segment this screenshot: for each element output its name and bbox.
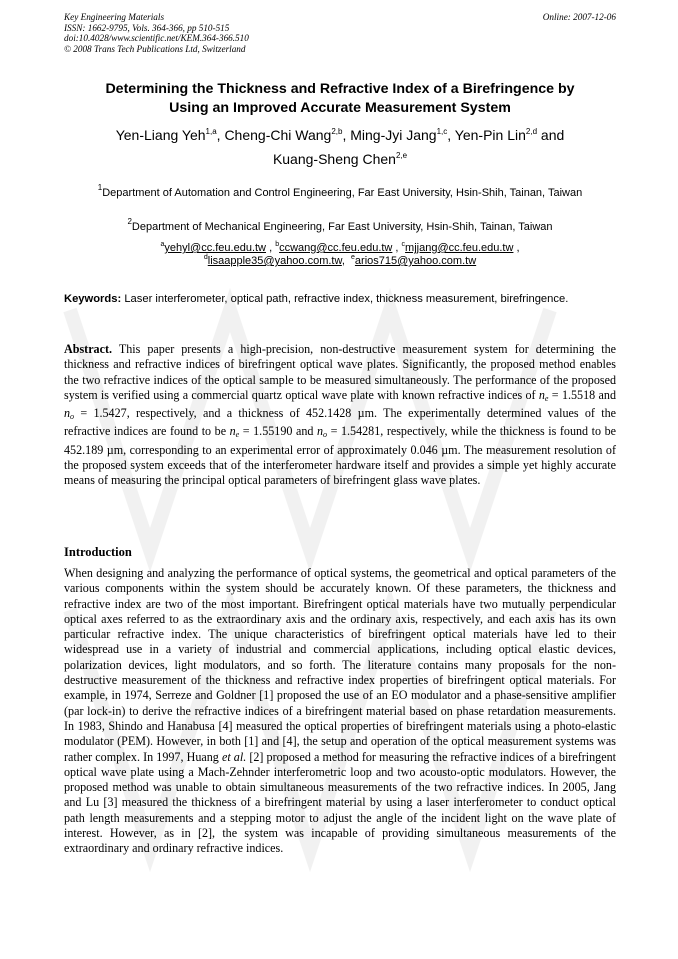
affiliation-text: Department of Mechanical Engineering, Far East University, Hsin-Shih, Tainan, Taiwan [131, 221, 553, 233]
email-sup: b [275, 241, 280, 248]
abstract-and: and [295, 424, 314, 439]
title-line-2: Using an Improved Accurate Measurement System [169, 100, 511, 116]
abstract-text: , respectively, while the thickness is found to be 452.189 µm, corresponding to an experimental error of approximately 0.046 µm. The measurement resolution of the proposed system exceeds that of the interferometer hardware itself and provides a simple yet highly accurate means of measuring the principal optical parameters of birefringent glass wave plates. [64, 424, 617, 488]
author-name: Ming-Jyi Jang [350, 127, 437, 143]
email-link[interactable]: yehyl@cc.feu.edu.tw [164, 242, 267, 254]
author-separator: and [537, 127, 565, 143]
section-heading-introduction: Introduction [64, 545, 132, 559]
keywords [64, 292, 616, 306]
no-symbol: $n_o$ [64, 406, 75, 422]
online-date: Online: 2007-12-06 [542, 12, 616, 22]
author-name: Kuang-Sheng Chen [272, 151, 396, 167]
abstract-and: and [598, 387, 616, 402]
paper-title [64, 80, 616, 118]
email-link[interactable]: ccwang@cc.feu.edu.tw [279, 242, 393, 254]
author-list [64, 123, 616, 171]
affiliation-1 [74, 183, 606, 200]
journal-copyright: © 2008 Trans Tech Publications Ltd, Switzerland [64, 43, 246, 54]
ne-symbol: $n_e$ [229, 424, 240, 440]
email-sup: a [160, 241, 165, 248]
ne-measured-value: 1.55190 [253, 424, 293, 439]
journal-doi: doi:10.4028/www.scientific.net/KEM.364-366.510 [64, 33, 249, 44]
email-link[interactable]: lisaapple35@yahoo.com.tw [207, 255, 342, 267]
author-separator: , [447, 127, 455, 143]
introduction-text [64, 566, 616, 857]
title-line-1: Determining the Thickness and Refractive Index of a Birefringence by [105, 81, 575, 97]
author-name: Cheng-Chi Wang [224, 127, 332, 143]
email-list: $^a$yehyl@cc.feu.edu.tw , $^b$ccwang@cc.feu.edu.tw , $^c$mjjang@cc.feu.edu.tw , $^d$lisaapple35@yahoo.com.tw, $^e$arios715@yahoo.com.tw [160, 241, 520, 267]
affiliation-2 [74, 217, 606, 234]
author-sup: 2,b [331, 127, 343, 136]
author-sup: 1,a [205, 127, 217, 136]
email-link[interactable]: mjjang@cc.feu.edu.tw [405, 242, 514, 254]
affiliation-sup: 1 [97, 183, 103, 192]
ne-known-value: 1.5518 [561, 387, 596, 402]
email-sup: d [203, 254, 208, 261]
author-sup: 1,c [436, 127, 448, 136]
et-al: et al. [221, 749, 247, 764]
journal-header [64, 12, 616, 54]
affiliation-sup: 2 [127, 217, 132, 226]
email-sup: c [401, 241, 406, 248]
abstract: Abstract. This paper presents a high-precision, non-destructive measurement system for determining the thickness and refractive indices of birefringent optical wave plates. Significantly, the proposed method enables the two refractive indices of the optical sample to be measured simultaneously. The performance of the proposed system is verified using a commercial quartz optical wave plate with known refractive indices of $n_e = 1.5518$ and $n_o = 1.5427$, respectively, and a thickness of 452.1428 µm. The experimentally determined values of the refractive indices are found to be $n_e = 1.55190$ and $n_o = 1.54281$, respectively, while the thickness is found to be 452.189 µm, corresponding to an experimental error of approximately 0.046 µm. The measurement resolution of the proposed system exceeds that of the interferometer hardware itself and provides a simple yet highly accurate means of measuring the principal optical parameters of birefringent glass wave plates. [64, 342, 617, 488]
journal-name: Key Engineering Materials [64, 12, 165, 22]
author-name: Yen-Liang Yeh [115, 127, 206, 143]
abstract-text: This paper presents a high-precision, non-destructive measurement system for determining the thickness and refractive indices of birefringent optical wave plates. Significantly, the proposed method enables the two refractive indices of the optical sample to be measured simultaneously. The performance of the proposed system is verified using a commercial quartz optical wave plate with known refractive indices of [64, 342, 616, 402]
author-separator: , [216, 127, 225, 143]
no-symbol: $n_o$ [317, 424, 328, 440]
intro-paragraph-part: When designing and analyzing the performance of optical systems, the geometrical and optical parameters of the various components within the system should be accurately known. Of these parameters, the thickness and refractive index are two of the most important. Birefringent optical materials have two mutually perpendicular optical axes referred to as the extraordinary axis and the ordinary axis, respectively, and each axis has its own particular refractive index. The unique characteristics of birefringent optical materials have led to their widespread use in a variety of industrial and commercial applications, including optical elastic devices, polarization devices, light modulators, and so forth. The literature contains many proposals for the non-destructive measurement of the thickness and refractive index properties of birefringent optical materials. For example, in 1974, Serreze and Goldner [1] proposed the use of an EO modulator and a phase-sensitive amplifier (par lock-in) to derive the refractive indices of a birefringent material based on phase retardation measurements. In 1983, Shindo and Hanabusa [4] measured the optical properties of birefringent materials using a photo-elastic modulator (PEM). However, in both [1] and [4], the setup and operation of the optical measurement systems was rather complex. In 1997, Huang [64, 566, 616, 764]
author-name: Yen-Pin Lin [454, 127, 526, 143]
ne-symbol: $n_e$ [538, 387, 549, 403]
email-link[interactable]: arios715@yahoo.com.tw [354, 255, 477, 267]
author-sup: 2,d [525, 127, 538, 136]
abstract-text: , respectively, and a thickness of 452.1428 µm. The experimentally determined values of the refractive indices are found to be [64, 406, 616, 439]
no-known-value: 1.5427 [93, 406, 127, 421]
keywords-label: Keywords: [64, 293, 122, 305]
author-separator: , [342, 127, 351, 143]
affiliation-text: Department of Automation and Control Engineering, Far East University, Hsin-Shih, Tainan, Taiwan [102, 187, 583, 199]
abstract-label: Abstract. [64, 342, 113, 356]
email-sup: e [351, 254, 355, 261]
keywords-text: Laser interferometer, optical path, refractive index, thickness measurement, birefringence. [124, 293, 569, 305]
journal-issn: ISSN: 1662-9795, Vols. 364-366, pp 510-515 [64, 22, 230, 33]
author-sup: 2,e [395, 151, 408, 160]
no-measured-value: 1.54281 [340, 424, 381, 439]
intro-paragraph-part: [2] proposed a method for measuring the refractive indices of a birefringent optical wave plate using a Mach-Zehnder interferometric loop and two acousto-optic modulators. However, the proposed method was unable to obtain simultaneous measurements of the two refractive indices. In 2005, Jang and Lu [3] measured the thickness of a birefringent material by using a laser interferometer to conduct optical path length measurements and a stepping motor to adjust the angle of the incident light on the wave plate of interest. However, as in [2], the system was incapable of providing simultaneous measurements of the extraordinary and ordinary refractive indices. [64, 749, 616, 856]
